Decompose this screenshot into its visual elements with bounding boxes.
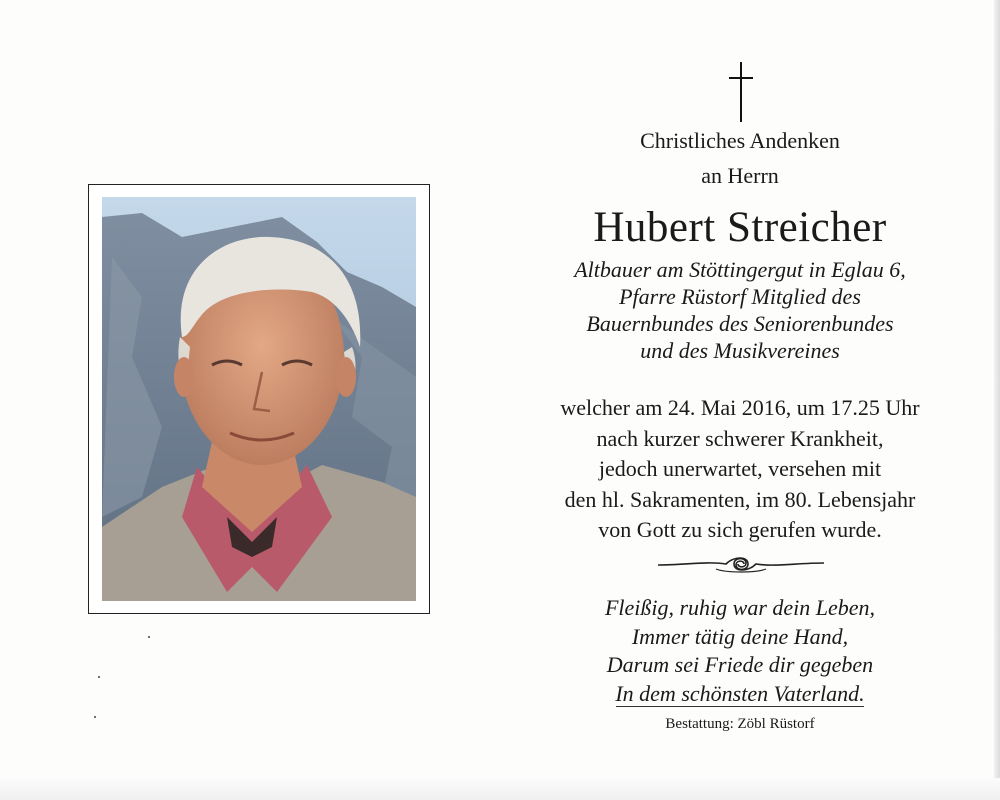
latin-cross-icon: [729, 62, 753, 122]
card-edge-bottom: [0, 778, 1000, 800]
description-line: Bauernbundes des Seniorenbundes: [586, 311, 894, 336]
poem-line: Darum sei Friede dir gegeben: [606, 652, 874, 677]
description-line: Altbauer am Stöttingergut in Eglau 6,: [574, 257, 906, 282]
portrait-illustration: [102, 197, 416, 601]
death-notice-line: jedoch unerwartet, versehen mit: [598, 456, 882, 481]
death-notice-line: welcher am 24. Mai 2016, um 17.25 Uhr: [560, 395, 920, 420]
card-edge-right: [994, 0, 1000, 800]
death-notice-line: den hl. Sakramenten, im 80. Lebensjahr: [564, 486, 916, 512]
deceased-description: [500, 256, 980, 364]
death-notice-line: von Gott zu sich gerufen wurde.: [598, 517, 882, 542]
description-line: Pfarre Rüstorf Mitglied des: [619, 284, 861, 309]
poem-line: In dem schönsten Vaterland.: [615, 680, 865, 706]
card-heading: Christliches Andenken: [640, 128, 840, 153]
death-notice: [500, 393, 980, 546]
memorial-poem: [500, 594, 980, 708]
poem-line: Fleißig, ruhig war dein Leben,: [604, 595, 876, 620]
death-notice-line: nach kurzer schwerer Krankheit,: [596, 425, 884, 451]
portrait-frame: [88, 184, 430, 614]
deceased-name: Hubert Streicher: [593, 204, 887, 251]
burial-credit: Bestattung: Zöbl Rüstorf: [665, 716, 815, 732]
card-salutation: an Herrn: [701, 163, 779, 188]
paper-speck: [94, 716, 96, 718]
paper-speck: [98, 676, 100, 678]
description-line: und des Musikvereines: [640, 338, 840, 363]
poem-line: Immer tätig deine Hand,: [631, 623, 849, 649]
divider-line: [616, 706, 864, 707]
paper-speck: [148, 636, 150, 638]
portrait-photo: [102, 197, 416, 601]
scroll-ornament-icon: [656, 551, 826, 577]
